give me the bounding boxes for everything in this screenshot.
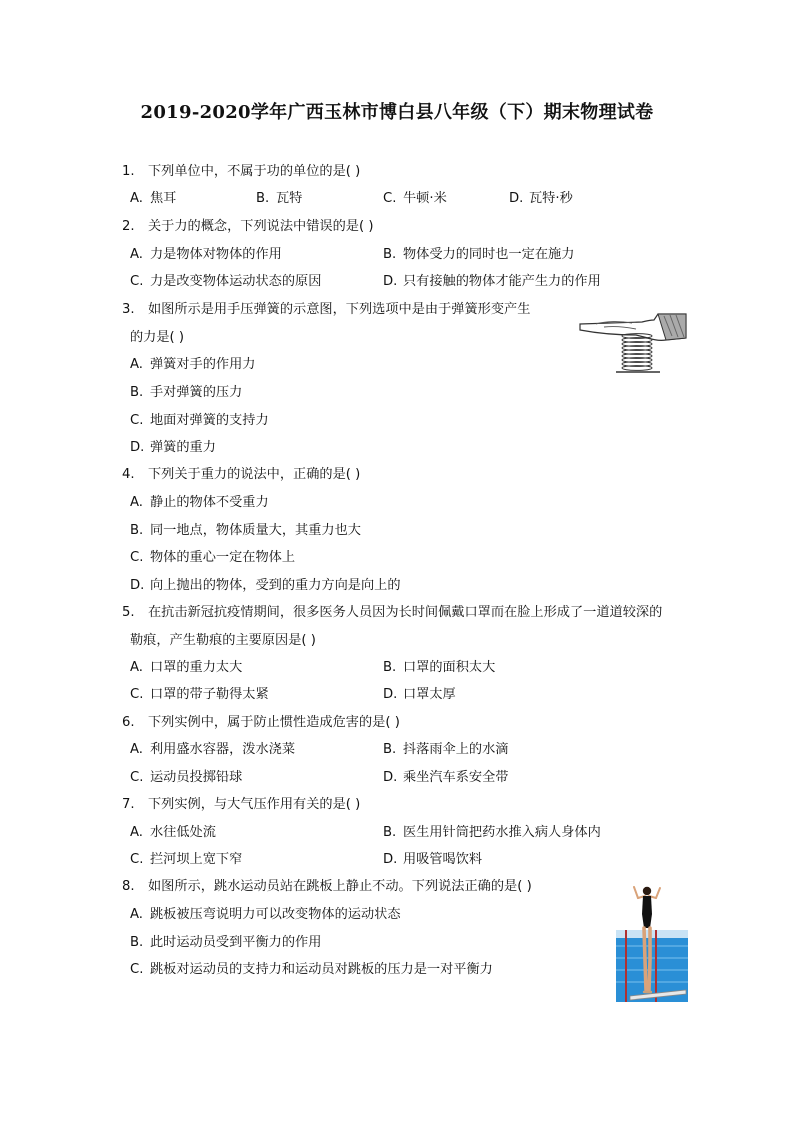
option-d: D. 只有接触的物体才能产生力的作用	[383, 274, 601, 289]
question-text: 在抗击新冠抗疫情期间，很多医务人员因为长时间佩戴口罩而在脸上形成了一道道较深的	[148, 605, 663, 620]
option-a: A. 水往低处流	[130, 825, 216, 840]
option-b: B. 口罩的面积太大	[383, 660, 496, 675]
option-d: D. 用吸管喝饮料	[383, 852, 483, 867]
option-d: D. 向上抛出的物体，受到的重力方向是向上的	[130, 578, 401, 593]
option-b: B. 同一地点，物体质量大，其重力也大	[130, 523, 361, 538]
option-a: A. 跳板被压弯说明力可以改变物体的运动状态	[130, 907, 401, 922]
option-b: B. 抖落雨伞上的水滴	[383, 742, 509, 757]
question-text: 如图所示，跳水运动员站在跳板上静止不动。下列说法正确的是( )	[148, 879, 532, 894]
question-number: 7.	[122, 797, 135, 812]
option-b: B. 医生用针筒把药水推入病人身体内	[383, 825, 601, 840]
option-c: C. 拦河坝上宽下窄	[130, 852, 243, 867]
diver-on-springboard-photo	[616, 884, 688, 1002]
option-a: A. 静止的物体不受重力	[130, 495, 269, 510]
option-c: C. 牛顿·米	[383, 191, 447, 206]
question-number: 1.	[122, 164, 135, 179]
option-d: D. 乘坐汽车系安全带	[383, 770, 509, 785]
option-a: A. 弹簧对手的作用力	[130, 357, 256, 372]
page-title: 2019-2020学年广西玉林市博白县八年级（下）期末物理试卷	[140, 102, 654, 123]
option-d: D. 口罩太厚	[383, 687, 456, 702]
question-2	[122, 217, 373, 236]
question-3	[122, 300, 530, 319]
option-a: A. 口罩的重力太大	[130, 660, 243, 675]
question-7	[122, 795, 360, 814]
question-6	[122, 713, 400, 732]
question-text: 如图所示是用手压弹簧的示意图，下列选项中是由于弹簧形变产生	[148, 302, 531, 317]
question-text: 关于力的概念，下列说法中错误的是( )	[148, 219, 374, 234]
question-4	[122, 465, 360, 484]
question-5	[122, 603, 662, 622]
option-c: C. 物体的重心一定在物体上	[130, 550, 296, 565]
question-number: 5.	[122, 605, 135, 620]
option-a: A. 焦耳	[130, 191, 177, 206]
option-a: A. 力是物体对物体的作用	[130, 247, 282, 262]
option-d: D. 弹簧的重力	[130, 440, 216, 455]
question-8	[122, 877, 532, 896]
question-number: 3.	[122, 302, 135, 317]
question-number: 6.	[122, 715, 135, 730]
question-number: 2.	[122, 219, 135, 234]
question-text: 下列实例中，属于防止惯性造成危害的是( )	[148, 715, 400, 730]
question-number: 4.	[122, 467, 135, 482]
option-b: B. 瓦特	[256, 191, 303, 206]
question-text: 下列实例，与大气压作用有关的是( )	[148, 797, 361, 812]
option-c: C. 力是改变物体运动状态的原因	[130, 274, 322, 289]
question-text: 下列单位中，不属于功的单位的是( )	[148, 164, 361, 179]
option-c: C. 运动员投掷铅球	[130, 770, 243, 785]
option-a: A. 利用盛水容器，泼水浇菜	[130, 742, 296, 757]
question-number: 8.	[122, 879, 135, 894]
option-b: B. 手对弹簧的压力	[130, 385, 243, 400]
option-b: B. 物体受力的同时也一定在施力	[383, 247, 575, 262]
question-text-continued: 勒痕，产生勒痕的主要原因是( )	[130, 633, 316, 648]
option-d: D. 瓦特·秒	[509, 191, 573, 206]
question-text-continued: 的力是( )	[130, 330, 185, 345]
option-c: C. 跳板对运动员的支持力和运动员对跳板的压力是一对平衡力	[130, 962, 493, 977]
option-b: B. 此时运动员受到平衡力的作用	[130, 935, 322, 950]
option-c: C. 口罩的带子勒得太紧	[130, 687, 269, 702]
question-1	[122, 162, 360, 181]
hand-pressing-spring-illustration	[576, 308, 688, 376]
option-c: C. 地面对弹簧的支持力	[130, 413, 269, 428]
question-text: 下列关于重力的说法中，正确的是( )	[148, 467, 361, 482]
